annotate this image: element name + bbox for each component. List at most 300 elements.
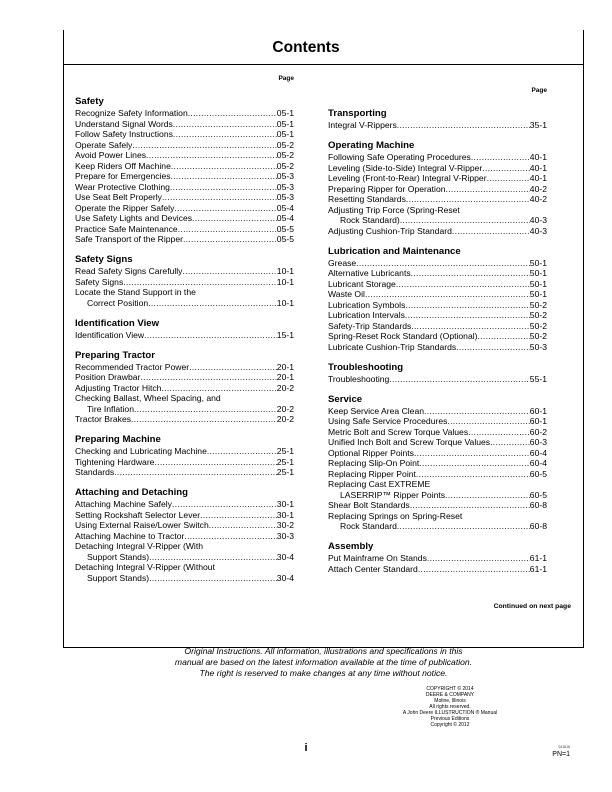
toc-entry-label: Adjusting Trip Force (Spring-Reset xyxy=(328,204,460,215)
toc-entry-row xyxy=(328,173,547,184)
dot-leader xyxy=(178,224,277,235)
toc-entry[interactable] xyxy=(75,266,294,277)
toc-entry[interactable] xyxy=(328,427,547,438)
toc-entry-label: Leveling (Side-to-Side) Integral V-Ripper xyxy=(328,162,483,173)
section-title: Assembly xyxy=(328,541,374,552)
section-title: Preparing Machine xyxy=(75,434,161,445)
dot-leader xyxy=(123,277,277,288)
toc-entry[interactable] xyxy=(75,383,294,394)
toc-entry-row xyxy=(75,182,294,193)
toc-entry-row xyxy=(328,120,547,131)
toc-section xyxy=(328,541,547,574)
toc-entry-row xyxy=(328,289,547,300)
dot-leader xyxy=(146,150,277,161)
dot-leader xyxy=(184,531,276,542)
toc-entry-row xyxy=(328,310,547,321)
dot-leader xyxy=(400,215,530,226)
dot-leader xyxy=(188,108,277,119)
toc-entry[interactable] xyxy=(75,161,294,172)
dot-leader xyxy=(411,321,530,332)
dot-leader xyxy=(149,552,277,563)
dot-leader xyxy=(200,510,277,521)
dot-leader xyxy=(447,416,529,427)
original-instructions-notice xyxy=(63,646,584,679)
dot-leader xyxy=(389,374,529,385)
toc-entry[interactable] xyxy=(328,205,547,226)
toc-page-number: 35-1 xyxy=(529,120,547,130)
toc-entry-label: Recognize Safety Information xyxy=(75,108,188,118)
copyright-line: Previous Editions xyxy=(430,716,470,722)
toc-entry-row xyxy=(75,171,294,182)
toc-entry-label: Standards xyxy=(75,467,115,477)
toc-page-number: 60-1 xyxy=(529,416,547,426)
toc-entry-row xyxy=(328,215,547,226)
copyright-line: COPYRIGHT © 2014 xyxy=(426,686,474,692)
copyright-line: DEERE & COMPANY xyxy=(425,692,475,698)
toc-entry-row xyxy=(328,490,547,501)
toc-entry-label: Identification View xyxy=(75,329,145,340)
dot-leader xyxy=(174,203,276,214)
toc-page-number: 05-2 xyxy=(276,139,294,150)
toc-entry[interactable] xyxy=(75,372,294,383)
dot-leader xyxy=(170,182,277,193)
toc-entry[interactable] xyxy=(75,330,294,341)
toc-entry-label: Keep Service Area Clean xyxy=(328,405,425,416)
toc-entry[interactable] xyxy=(75,277,294,288)
toc-entry[interactable] xyxy=(328,321,547,332)
toc-entry-row xyxy=(75,404,294,415)
toc-entry[interactable] xyxy=(75,446,294,457)
toc-entry[interactable] xyxy=(328,479,547,500)
notice-line: manual are based on the latest information available at the time of publication. xyxy=(174,657,473,667)
toc-section xyxy=(328,108,547,131)
toc-entry-label: Waste Oil xyxy=(328,289,365,299)
toc-entry[interactable] xyxy=(328,152,547,163)
toc-entry-label: Replacing Ripper Point xyxy=(328,468,416,479)
toc-page-number: 40-3 xyxy=(529,225,547,236)
toc-entry-label: Leveling (Front-to-Rear) Integral V-Ripper xyxy=(328,173,487,183)
toc-entry-label: Rock Standard) xyxy=(340,215,400,225)
page-title: Contents xyxy=(272,39,340,56)
toc-page-number: 05-3 xyxy=(276,171,294,181)
toc-page-number: 50-2 xyxy=(529,320,547,331)
toc-page-number: 10-1 xyxy=(276,297,294,308)
toc-page-number: 05-2 xyxy=(276,150,294,160)
dot-leader xyxy=(171,161,277,172)
toc-page-number: 60-8 xyxy=(529,500,547,510)
toc-page-number: 30-1 xyxy=(276,499,294,509)
toc-entry-row xyxy=(328,448,547,459)
toc-entry[interactable] xyxy=(75,119,294,130)
toc-entry[interactable] xyxy=(75,393,294,414)
toc-entry-row xyxy=(328,458,547,469)
toc-entry-row xyxy=(75,192,294,203)
toc-entry[interactable] xyxy=(328,300,547,311)
dot-leader xyxy=(144,330,277,341)
toc-page-number: 25-1 xyxy=(276,446,294,456)
dot-leader xyxy=(173,129,277,140)
toc-entry[interactable] xyxy=(328,268,547,279)
toc-page-number: 20-1 xyxy=(276,361,294,372)
section-title: Transporting xyxy=(328,108,387,119)
toc-entry-row xyxy=(328,406,547,417)
toc-entry-row xyxy=(328,184,547,195)
toc-entry-label: Spring-Reset Rock Standard (Optional) xyxy=(328,331,478,341)
toc-page-number: 05-3 xyxy=(276,192,294,202)
dot-leader xyxy=(471,152,530,163)
toc-entry[interactable] xyxy=(75,108,294,119)
toc-page-number: 30-2 xyxy=(276,520,294,530)
toc-page-number: 20-2 xyxy=(276,414,294,424)
toc-page-number: 05-4 xyxy=(276,202,294,213)
toc-entry-row xyxy=(75,446,294,457)
toc-entry-row xyxy=(328,152,547,163)
dot-leader xyxy=(207,446,277,457)
page-column-heading: Page xyxy=(531,87,547,94)
toc-entry-label: Support Stands) xyxy=(87,551,150,562)
toc-entry-row xyxy=(328,564,547,575)
toc-entry-label: Safe Transport of the Ripper xyxy=(75,234,183,244)
toc-entry-label: Put Mainframe On Stands xyxy=(328,553,427,563)
dot-leader xyxy=(411,268,530,279)
toc-entry[interactable] xyxy=(75,362,294,373)
copyright-line: A John Deere ILLUSTRUCTION ® Manual xyxy=(402,710,498,716)
toc-entry[interactable] xyxy=(75,171,294,182)
toc-section xyxy=(75,350,294,425)
toc-entry[interactable] xyxy=(75,287,294,308)
toc-entry[interactable] xyxy=(328,226,547,237)
toc-page-number: 50-1 xyxy=(529,289,547,299)
toc-entry-label: Alternative Lubricants xyxy=(328,268,411,278)
toc-page-number: 50-2 xyxy=(529,299,547,310)
section-title: Preparing Tractor xyxy=(75,349,155,361)
dot-leader xyxy=(365,289,530,300)
toc-entry[interactable] xyxy=(328,342,547,353)
toc-entry-row xyxy=(75,161,294,172)
toc-entry-label: Attaching Machine Safely xyxy=(75,499,172,509)
dot-leader xyxy=(482,163,530,174)
toc-entry[interactable] xyxy=(75,140,294,151)
toc-entry-row xyxy=(75,266,294,277)
toc-entry-row xyxy=(75,298,294,309)
toc-entry-row xyxy=(328,437,547,448)
toc-entry-row xyxy=(75,140,294,151)
toc-entry-row xyxy=(75,277,294,288)
dot-leader xyxy=(478,331,530,342)
dot-leader xyxy=(173,119,277,130)
toc-entry-label: Checking Ballast, Wheel Spacing, and xyxy=(75,393,221,403)
toc-entry-label: Avoid Power Lines xyxy=(75,150,147,160)
toc-entry[interactable] xyxy=(328,184,547,195)
toc-entry[interactable] xyxy=(75,150,294,161)
toc-entry[interactable] xyxy=(328,310,547,321)
dot-leader xyxy=(161,383,276,394)
toc-entry-row xyxy=(328,258,547,269)
toc-page-number: 05-4 xyxy=(276,213,294,223)
section-title: Attaching and Detaching xyxy=(75,487,188,498)
toc-entry-label: Lubricate Cushion-Trip Standards xyxy=(328,341,457,352)
dot-leader xyxy=(406,194,530,205)
toc-entry-label: Setting Rockshaft Selector Lever xyxy=(75,509,201,520)
dot-leader xyxy=(132,140,276,151)
dot-leader xyxy=(140,372,276,383)
toc-page-number: 40-1 xyxy=(529,152,547,162)
toc-page-number: 50-3 xyxy=(529,341,547,352)
toc-entry[interactable] xyxy=(75,499,294,510)
dot-leader xyxy=(209,520,277,531)
toc-entry-label: Unified Inch Bolt and Screw Torque Values xyxy=(328,437,491,447)
left-column xyxy=(75,74,294,583)
toc-entry-label: Replacing Slip-On Point xyxy=(328,458,420,468)
dot-leader xyxy=(356,258,530,269)
toc-entry[interactable] xyxy=(75,182,294,193)
dot-leader xyxy=(419,458,530,469)
toc-entry[interactable] xyxy=(328,173,547,184)
toc-entry-label: Attach Center Standard xyxy=(328,563,418,574)
toc-entry-label: Safety Signs xyxy=(75,276,124,287)
toc-entry-row xyxy=(328,268,547,279)
toc-entry-row xyxy=(75,150,294,161)
toc-entry-row xyxy=(328,279,547,290)
toc-page-number: 20-2 xyxy=(276,403,294,414)
toc-section xyxy=(328,246,547,353)
toc-page-number: 05-1 xyxy=(276,108,294,118)
dot-leader xyxy=(414,448,530,459)
toc-page-number: 60-3 xyxy=(529,437,547,447)
toc-entry[interactable] xyxy=(328,289,547,300)
toc-entry-row xyxy=(75,119,294,130)
toc-page-number: 60-8 xyxy=(529,521,547,531)
toc-page-number: 40-2 xyxy=(529,194,547,204)
toc-entry-row xyxy=(328,553,547,564)
toc-page-number: 60-4 xyxy=(529,447,547,458)
toc-entry[interactable] xyxy=(75,213,294,224)
toc-page-number: 30-4 xyxy=(276,551,294,562)
toc-page-number: 10-1 xyxy=(276,276,294,287)
dot-leader xyxy=(410,500,530,511)
toc-entry-label: Practice Safe Maintenance xyxy=(75,223,178,234)
toc-entry[interactable] xyxy=(75,562,294,583)
dot-leader xyxy=(396,279,530,290)
toc-page-number: 15-1 xyxy=(276,329,294,340)
dot-leader xyxy=(452,226,530,237)
dot-leader xyxy=(445,490,530,501)
toc-entry[interactable] xyxy=(328,120,547,131)
dot-leader xyxy=(424,406,530,417)
dot-leader xyxy=(131,414,277,425)
toc-section xyxy=(328,140,547,236)
toc-entry-row xyxy=(328,521,547,532)
dot-leader xyxy=(172,499,277,510)
dot-leader xyxy=(416,469,530,480)
toc-entry-label: Replacing Cast EXTREME xyxy=(328,479,431,489)
toc-entry-row xyxy=(75,129,294,140)
right-sections xyxy=(328,108,547,574)
toc-entry-label: Use Safety Lights and Devices xyxy=(75,213,193,223)
toc-page-number: 30-4 xyxy=(276,572,294,583)
toc-page-number: 20-2 xyxy=(276,382,294,393)
dot-leader xyxy=(397,521,530,532)
toc-entry-row xyxy=(75,520,294,531)
copyright-line: Copyright © 2012 xyxy=(430,722,470,728)
toc-section xyxy=(328,394,547,532)
toc-entry-label: Position Drawbar xyxy=(75,372,141,382)
toc-page-number: 60-4 xyxy=(529,458,547,468)
toc-entry-label: Using External Raise/Lower Switch xyxy=(75,520,209,530)
toc-entry-label: Adjusting Tractor Hitch xyxy=(75,382,162,393)
toc-entry[interactable] xyxy=(75,541,294,562)
toc-entry-label: Attaching Machine to Tractor xyxy=(75,530,185,541)
toc-page-number: 60-5 xyxy=(529,489,547,500)
toc-entry[interactable] xyxy=(328,279,547,290)
toc-page-number: 25-1 xyxy=(276,456,294,467)
toc-entry-label: Tire Inflation xyxy=(87,403,134,414)
toc-entry-label: Metric Bolt and Screw Torque Values xyxy=(328,426,469,437)
toc-entry[interactable] xyxy=(75,457,294,468)
toc-entry-label: Tractor Brakes xyxy=(75,414,132,424)
toc-entry[interactable] xyxy=(328,437,547,448)
toc-entry-row xyxy=(75,362,294,373)
toc-entry[interactable] xyxy=(75,414,294,425)
toc-entry[interactable] xyxy=(328,458,547,469)
toc-page-number: 50-1 xyxy=(529,278,547,289)
toc-entry-row xyxy=(75,573,294,584)
toc-page-number: 30-1 xyxy=(276,509,294,520)
toc-entry-label: Following Safe Operating Procedures xyxy=(328,152,471,162)
toc-section xyxy=(75,254,294,308)
toc-entry-label: Resetting Standards xyxy=(328,194,406,204)
page-number: i xyxy=(304,742,308,754)
copyright-block xyxy=(380,686,520,728)
toc-entry[interactable] xyxy=(75,531,294,542)
toc-entry-row xyxy=(75,330,294,341)
toc-entry[interactable] xyxy=(328,553,547,564)
dot-leader xyxy=(114,467,277,478)
toc-page-number: 40-3 xyxy=(529,215,547,225)
toc-entry-label: Detaching Integral V-Ripper (With xyxy=(75,541,204,551)
toc-entry-label: Rock Standard xyxy=(340,521,397,531)
toc-entry[interactable] xyxy=(328,194,547,205)
toc-entry-label: Adjusting Cushion-Trip Standard xyxy=(328,225,452,236)
toc-entry-row xyxy=(75,510,294,521)
toc-page-number: 05-5 xyxy=(276,223,294,234)
toc-entry-row xyxy=(328,300,547,311)
toc-entry[interactable] xyxy=(75,192,294,203)
toc-section xyxy=(75,318,294,341)
toc-entry[interactable] xyxy=(328,469,547,480)
toc-entry-label: Shear Bolt Standards xyxy=(328,500,410,510)
toc-entry[interactable] xyxy=(328,374,547,385)
toc-page-number: 05-2 xyxy=(276,160,294,171)
toc-entry-label: Locate the Stand Support in the xyxy=(75,287,196,297)
toc-entry[interactable] xyxy=(328,511,547,532)
dot-leader xyxy=(189,362,277,373)
toc-entry-label: LASERRIP™ Ripper Points xyxy=(340,489,446,500)
toc-page-number: 30-3 xyxy=(276,530,294,541)
toc-page-number: 50-2 xyxy=(529,310,547,320)
toc-page-number: 50-1 xyxy=(529,268,547,278)
toc-entry-label: Use Seat Belt Properly xyxy=(75,192,162,202)
toc-page-number: 40-1 xyxy=(529,173,547,183)
left-sections xyxy=(75,96,294,583)
toc-entry-row xyxy=(328,469,547,480)
dot-leader xyxy=(487,173,530,184)
dot-leader xyxy=(405,300,529,311)
toc-page-number: 40-1 xyxy=(529,162,547,173)
section-title: Identification View xyxy=(75,317,160,329)
page-column-heading: Page xyxy=(278,75,294,82)
toc-entry[interactable] xyxy=(328,163,547,174)
toc-entry[interactable] xyxy=(75,129,294,140)
toc-entry[interactable] xyxy=(75,224,294,235)
toc-entry[interactable] xyxy=(75,234,294,245)
toc-entry[interactable] xyxy=(75,510,294,521)
section-title: Service xyxy=(328,393,363,405)
toc-entry-label: Lubricant Storage xyxy=(328,278,396,289)
dot-leader xyxy=(468,427,530,438)
dot-leader xyxy=(446,184,530,195)
dot-leader xyxy=(418,564,530,575)
dot-leader xyxy=(183,234,277,245)
toc-entry-row xyxy=(328,342,547,353)
toc-entry[interactable] xyxy=(328,258,547,269)
toc-entry-label: Replacing Springs on Spring-Reset xyxy=(328,510,463,521)
toc-entry[interactable] xyxy=(328,416,547,427)
toc-page-number: 25-1 xyxy=(276,467,294,477)
toc-page-number: 50-1 xyxy=(529,257,547,268)
document-code: 041816 xyxy=(558,745,570,749)
section-title: Troubleshooting xyxy=(328,361,404,373)
dot-leader xyxy=(149,573,277,584)
dot-leader xyxy=(192,213,277,224)
toc-entry-label: Troubleshooting xyxy=(328,373,390,384)
toc-page-number: 61-1 xyxy=(529,553,547,563)
toc-entry-label: Follow Safety Instructions xyxy=(75,129,173,139)
toc-entry-row xyxy=(328,163,547,174)
toc-section xyxy=(75,96,294,245)
dot-leader xyxy=(171,171,277,182)
toc-page-number: 05-1 xyxy=(276,129,294,139)
toc-entry-row xyxy=(328,226,547,237)
toc-entry-label: Preparing Ripper for Operation xyxy=(328,183,446,194)
toc-entry[interactable] xyxy=(328,500,547,511)
toc-entry[interactable] xyxy=(328,331,547,342)
toc-entry-label: Support Stands) xyxy=(87,572,150,583)
toc-page-number: 55-1 xyxy=(529,373,547,384)
section-title: Operating Machine xyxy=(328,140,415,151)
toc-section xyxy=(75,487,294,583)
toc-entry[interactable] xyxy=(328,448,547,459)
toc-entry[interactable] xyxy=(75,520,294,531)
toc-entry[interactable] xyxy=(75,467,294,478)
notice-line: The right is reserved to make changes at any time without notice. xyxy=(199,668,448,678)
toc-page-number: 05-5 xyxy=(276,234,294,244)
toc-entry[interactable] xyxy=(328,564,547,575)
toc-entry[interactable] xyxy=(328,406,547,417)
pn-label: PN=1 xyxy=(552,751,570,758)
toc-entry-label: Checking and Lubricating Machine xyxy=(75,446,207,456)
toc-entry-label: Recommended Tractor Power xyxy=(75,361,190,372)
toc-entry-row xyxy=(75,108,294,119)
toc-entry-row xyxy=(328,427,547,438)
toc-page-number: 60-2 xyxy=(529,426,547,437)
toc-page-number: 40-2 xyxy=(529,183,547,194)
toc-entry-row xyxy=(75,531,294,542)
toc-page-number: 61-1 xyxy=(529,563,547,574)
toc-entry-label: Detaching Integral V-Ripper (Without xyxy=(75,562,215,572)
toc-entry-label: Operate Safely xyxy=(75,139,133,150)
toc-entry[interactable] xyxy=(75,203,294,214)
